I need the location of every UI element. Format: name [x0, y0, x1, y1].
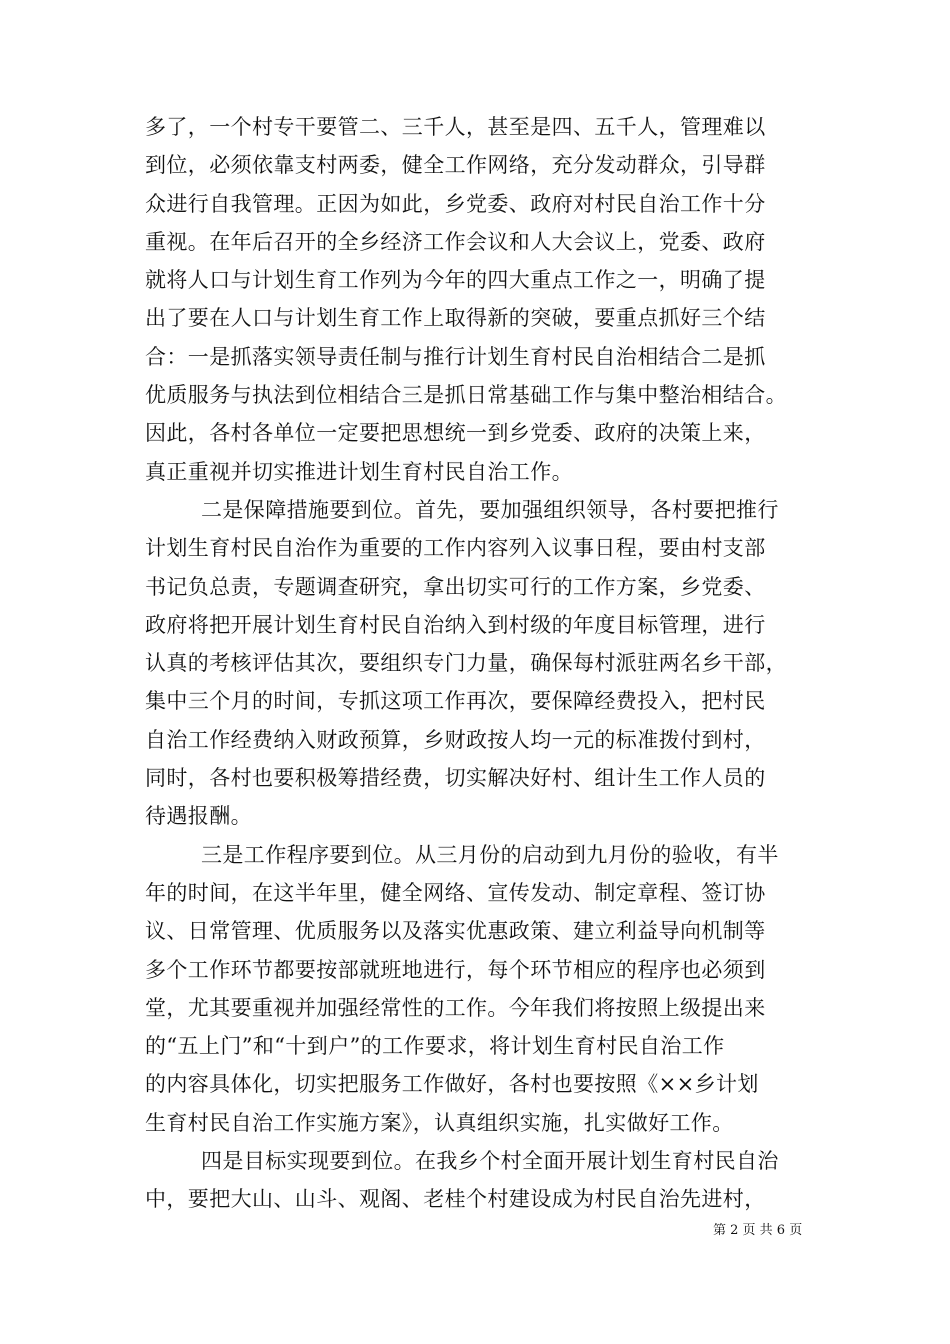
paragraph-start-line: 二是保障措施要到位。首先，要加强组织领导，各村要把推行: [201, 497, 779, 522]
text-line: 到位，必须依靠支村两委，健全工作网络，充分发动群众，引导群: [145, 153, 766, 178]
text-line: 集中三个月的时间，专抓这项工作再次，要保障经费投入，把村民: [145, 689, 766, 714]
text-line: 因此，各村各单位一定要把思想统一到乡党委、政府的决策上来，: [145, 421, 766, 446]
text-line: 年的时间，在这半年里，健全网络、宣传发动、制定章程、签订协: [145, 880, 766, 905]
text-line: 出了要在人口与计划生育工作上取得新的突破，要重点抓好三个结: [145, 306, 766, 331]
text-line: 同时，各村也要积极筹措经费，切实解决好村、组计生工作人员的: [145, 766, 766, 791]
text-line: 的“五上门”和“十到户”的工作要求，将计划生育村民自治工作: [145, 1034, 725, 1059]
text-line: 议、日常管理、优质服务以及落实优惠政策、建立利益导向机制等: [145, 919, 766, 944]
text-line: 自治工作经费纳入财政预算，乡财政按人均一元的标准拨付到村，: [145, 727, 766, 752]
text-line: 待遇报酬。: [145, 804, 252, 829]
text-line: 的内容具体化，切实把服务工作做好，各村也要按照《××乡计划: [145, 1072, 759, 1097]
text-line: 多个工作环节都要按部就班地进行，每个环节相应的程序也必须到: [145, 957, 766, 982]
text-line: 书记负总责，专题调查研究，拿出切实可行的工作方案，乡党委、: [145, 574, 766, 599]
text-line: 多了，一个村专干要管二、三千人，甚至是四、五千人，管理难以: [145, 115, 766, 139]
text-line: 计划生育村民自治作为重要的工作内容列入议事日程，要由村支部: [145, 536, 766, 561]
text-line: 优质服务与执法到位相结合三是抓日常基础工作与集中整治相结合。: [145, 383, 787, 408]
text-line: 政府将把开展计划生育村民自治纳入到村级的年度目标管理，进行: [145, 612, 766, 637]
paragraph-start-line: 四是目标实现要到位。在我乡个村全面开展计划生育村民自治: [201, 1149, 779, 1174]
page-number-footer: 第 2 页 共 6 页: [713, 1223, 803, 1238]
text-line: 生育村民自治工作实施方案》，认真组织实施，扎实做好工作。: [145, 1110, 734, 1135]
text-line: 众进行自我管理。正因为如此，乡党委、政府对村民自治工作十分: [145, 191, 766, 216]
text-line: 中，要把大山、山斗、观阁、老桂个村建设成为村民自治先进村，: [145, 1187, 766, 1212]
text-line: 重视。在年后召开的全乡经济工作会议和人大会议上，党委、政府: [145, 229, 766, 254]
text-line: 合：一是抓落实领导责任制与推行计划生育村民自治相结合二是抓: [145, 344, 766, 369]
text-line: 就将人口与计划生育工作列为今年的四大重点工作之一，明确了提: [145, 268, 766, 293]
text-line: 堂，尤其要重视并加强经常性的工作。今年我们将按照上级提出来: [145, 995, 766, 1020]
body-text: [145, 108, 825, 1219]
text-line: 真正重视并切实推进计划生育村民自治工作。: [145, 459, 573, 484]
text-line: 认真的考核评估其次，要组织专门力量，确保每村派驻两名乡干部，: [145, 651, 787, 676]
paragraph-start-line: 三是工作程序要到位。从三月份的启动到九月份的验收，有半: [201, 842, 779, 867]
